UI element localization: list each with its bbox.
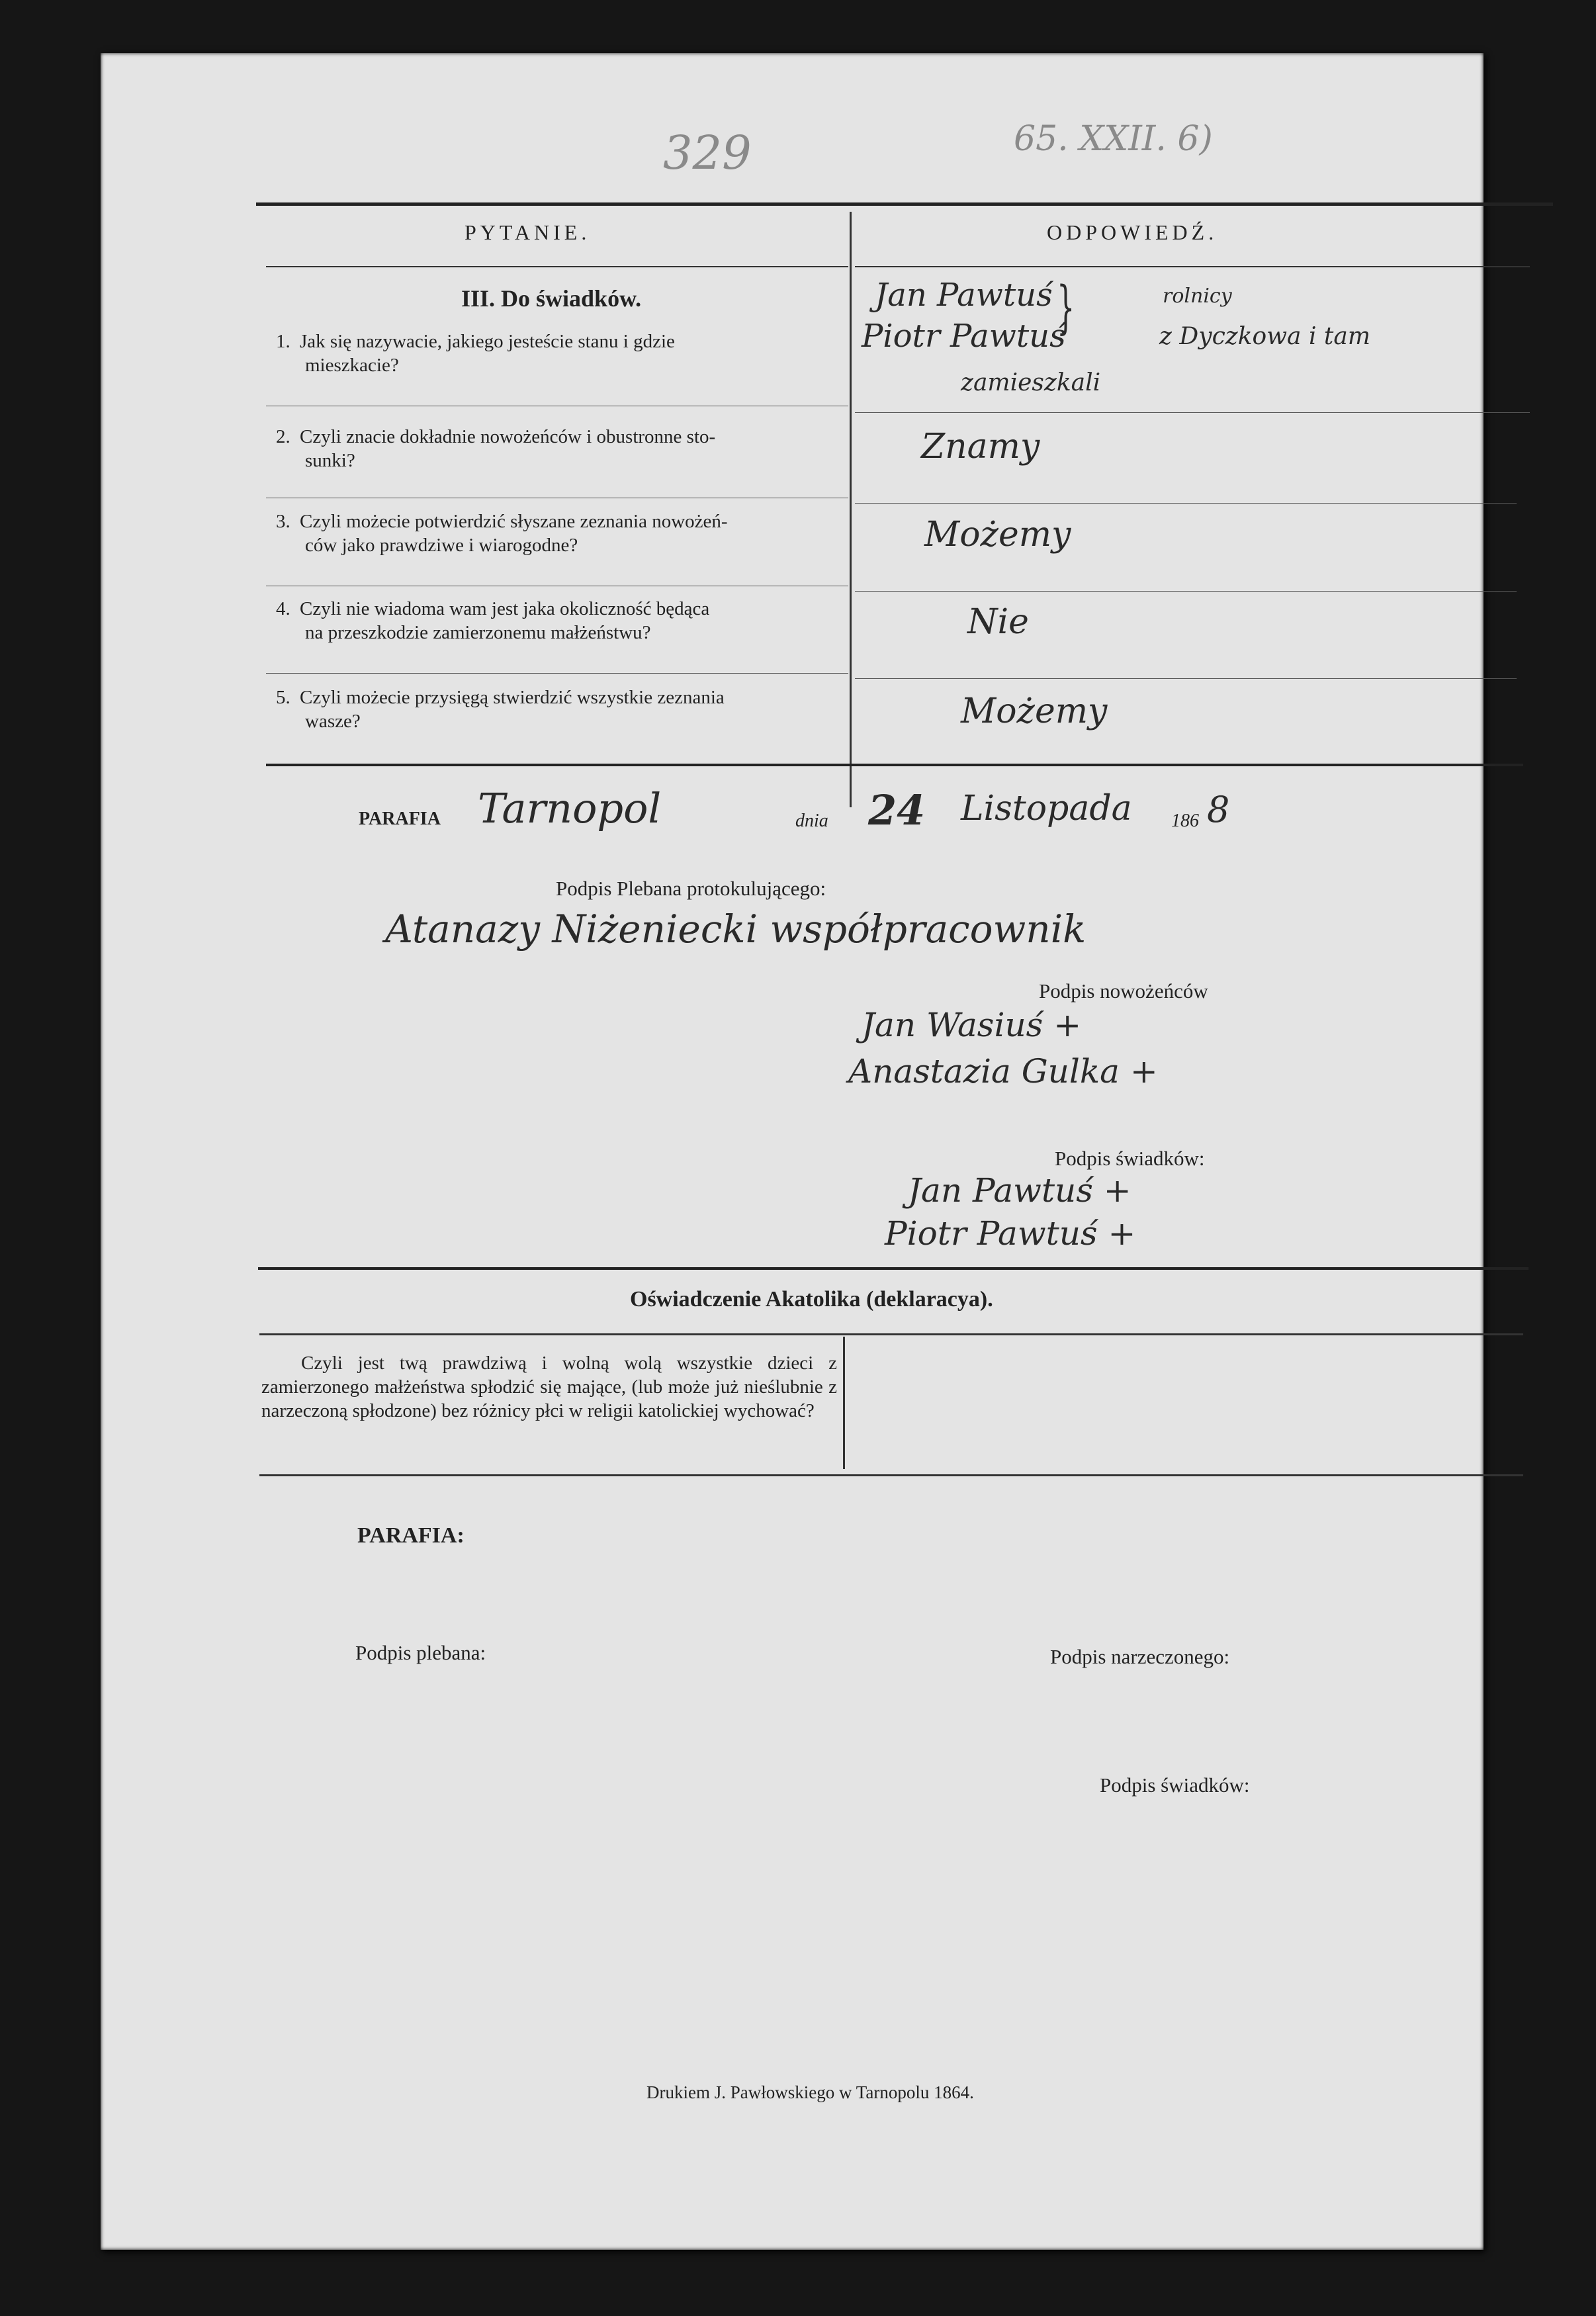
parish-label: PARAFIA xyxy=(359,809,441,829)
year-prefix: 186 xyxy=(1171,811,1199,831)
question-text: Czyli znacie dokładnie nowożeńców i obustronne sto- xyxy=(300,426,716,447)
question-text-cont: sunki? xyxy=(305,450,355,471)
row-rule xyxy=(266,673,848,674)
question-row-2 xyxy=(276,425,845,472)
answer-1-residence: zamieszkali xyxy=(961,369,1101,396)
year-suffix: 8 xyxy=(1207,789,1230,830)
question-text: Jak się nazywacie, jakiego jesteście stanu i gdzie xyxy=(300,331,675,352)
question-row-4 xyxy=(276,597,845,645)
declaration-column-divider xyxy=(843,1337,845,1469)
question-text-cont: mieszkacie? xyxy=(305,355,399,376)
newlywed-signature-2: Anastazia Gulka + xyxy=(848,1052,1158,1091)
answer-1-bracket: } xyxy=(1057,275,1075,341)
declaration-top-rule xyxy=(258,1267,1529,1270)
answer-3: Możemy xyxy=(924,515,1071,555)
header-rule-right xyxy=(855,266,1530,267)
table-top-rule xyxy=(256,202,1553,206)
column-header-question: PYTANIE. xyxy=(465,220,591,244)
answer-1-name-1: Jan Pawtuś xyxy=(875,277,1053,314)
witness-signature-2: Piotr Pawtuś + xyxy=(885,1214,1136,1253)
column-header-answer: ODPOWIEDŹ. xyxy=(1047,220,1218,244)
answer-1-status: rolnicy xyxy=(1163,285,1232,308)
row-rule xyxy=(855,503,1517,504)
header-rule-left xyxy=(266,266,848,267)
priest-signature-label: Podpis Plebana protokulującego: xyxy=(556,877,826,900)
row-rule xyxy=(855,591,1517,592)
declaration-witnesses-label: Podpis świadków: xyxy=(1100,1773,1250,1797)
declaration-parish-label: PARAFIA: xyxy=(357,1523,465,1548)
row-rule xyxy=(855,412,1530,413)
newlyweds-signature-label: Podpis nowożeńców xyxy=(1039,979,1208,1002)
declaration-question: Czyli jest twą prawdziwą i wolną wolą wszystkie dzieci z zamierzonego małżeństwa spłodzić się mające, (lub może już nieślubnie z narzeczoną spłodzone) bez różnicy płci w religii katolickiej wychować? xyxy=(261,1353,837,1421)
table-bottom-rule xyxy=(266,764,1523,766)
question-text: Czyli nie wiadoma wam jest jaka okoliczność będąca xyxy=(300,598,710,619)
witness-signature-1: Jan Pawtuś + xyxy=(908,1171,1131,1210)
section-title: III. Do świadków. xyxy=(461,285,642,312)
declaration-title: Oświadczenie Akatolika (deklaracya). xyxy=(630,1287,993,1312)
declaration-groom-label: Podpis narzeczonego: xyxy=(1050,1645,1230,1668)
witnesses-signature-label: Podpis świadków: xyxy=(1055,1147,1205,1170)
archive-reference: 65. XXII. 6) xyxy=(1014,119,1213,159)
newlywed-signature-1: Jan Wasiuś + xyxy=(862,1006,1082,1044)
table-column-divider xyxy=(850,212,852,807)
answer-2: Znamy xyxy=(921,427,1040,467)
row-rule xyxy=(855,678,1517,679)
document-sheet xyxy=(101,53,1484,2250)
question-row-1 xyxy=(276,330,845,377)
priest-signature: Atanazy Niżeniecki współpracownik xyxy=(385,907,1086,952)
question-text: Czyli możecie potwierdzić słyszane zeznania nowożeń- xyxy=(300,511,728,532)
question-number: 5. xyxy=(276,687,290,708)
question-row-3 xyxy=(276,510,845,557)
question-number: 4. xyxy=(276,598,290,619)
declaration-bottom-rule xyxy=(259,1474,1523,1476)
question-number: 1. xyxy=(276,331,290,352)
question-number: 3. xyxy=(276,511,290,532)
question-text-cont: ców jako prawdziwe i wiarogodne? xyxy=(305,535,578,556)
pencil-page-number: 329 xyxy=(663,126,752,180)
question-text-cont: na przeszkodzie zamierzonemu małżeństwu? xyxy=(305,622,651,643)
printer-imprint: Drukiem J. Pawłowskiego w Tarnopolu 1864. xyxy=(646,2082,974,2102)
date-month: Listopada xyxy=(961,789,1132,828)
declaration-title-rule xyxy=(259,1333,1523,1335)
answer-5: Możemy xyxy=(961,691,1108,731)
parish-name: Tarnopol xyxy=(478,784,662,832)
question-text-cont: wasze? xyxy=(305,711,361,732)
date-label: dnia xyxy=(795,811,828,831)
answer-1-name-2: Piotr Pawtuś xyxy=(862,318,1066,355)
declaration-priest-label: Podpis plebana: xyxy=(355,1641,486,1664)
question-number: 2. xyxy=(276,426,290,447)
answer-4: Nie xyxy=(967,602,1029,642)
question-row-5 xyxy=(276,686,845,733)
question-text: Czyli możecie przysięgą stwierdzić wszystkie zeznania xyxy=(300,687,725,708)
answer-1-place: z Dyczkowa i tam xyxy=(1159,323,1370,350)
date-day: 24 xyxy=(868,786,926,834)
